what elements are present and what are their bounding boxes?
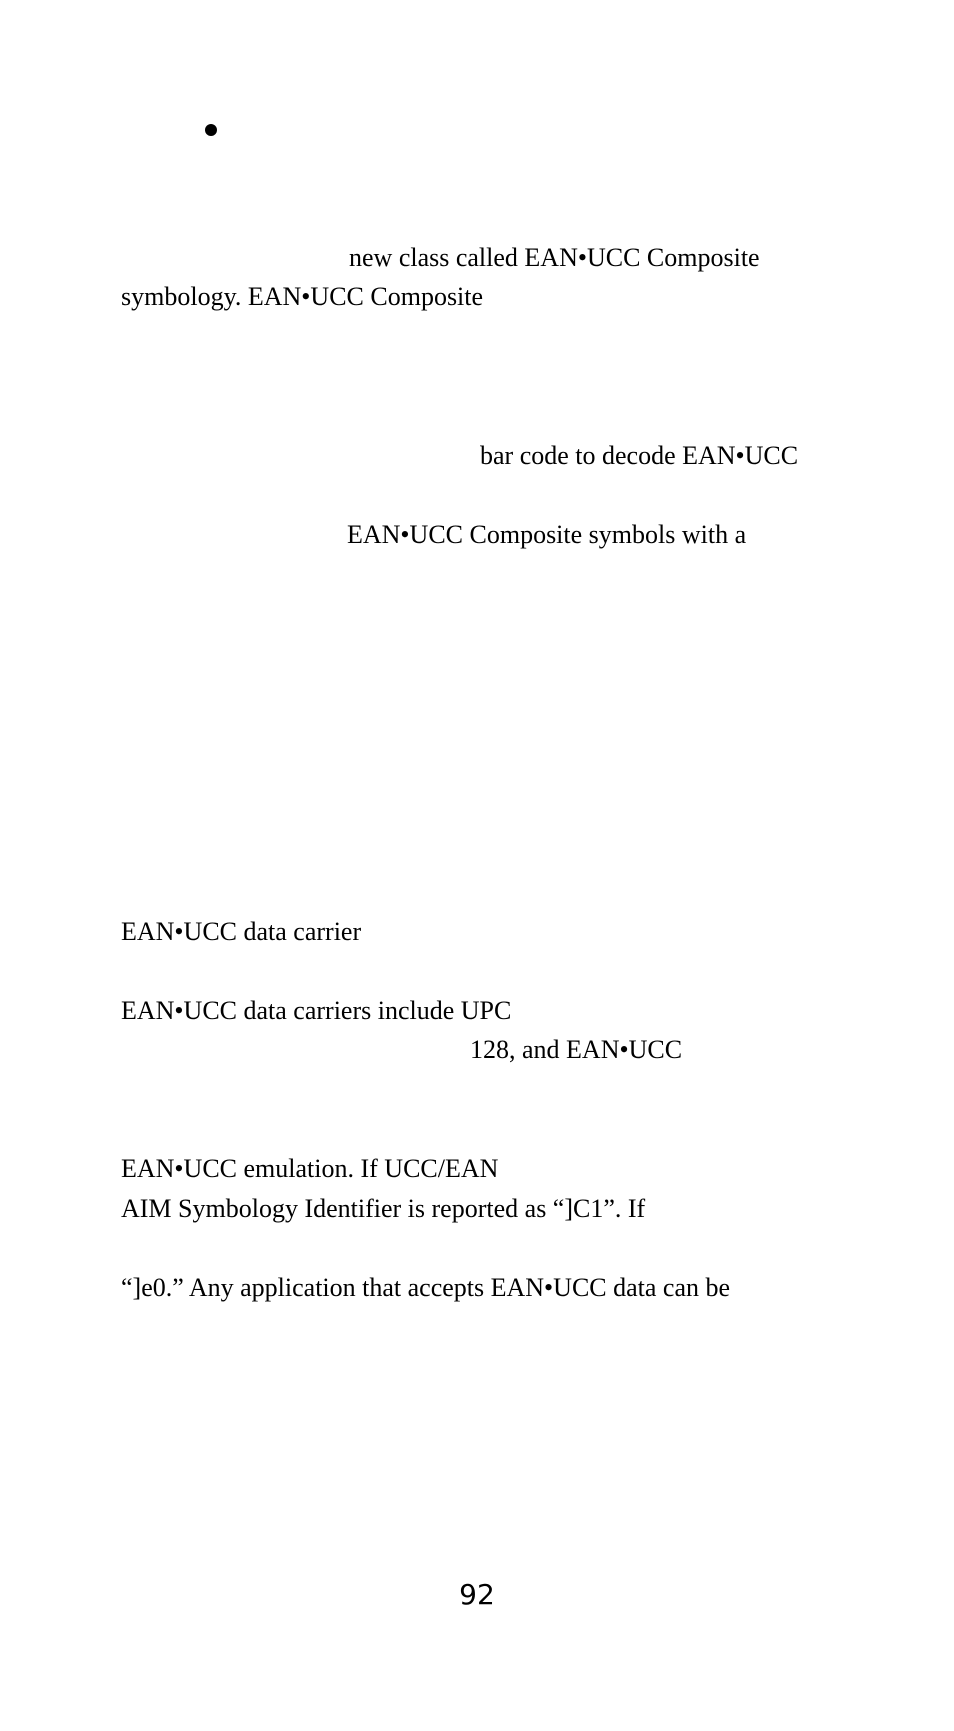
text-line: EAN•UCC data carriers include UPC — [121, 996, 512, 1025]
text-line: AIM Symbology Identifier is reported as “]C1”. If — [121, 1194, 646, 1223]
bullet-point — [205, 124, 217, 136]
text-line: “]e0.” Any application that accepts EAN•UCC data can be — [121, 1273, 731, 1302]
text-line: EAN•UCC data carrier — [121, 917, 362, 946]
text-line: EAN•UCC Composite symbols with a — [347, 520, 747, 549]
text-line: new class called EAN•UCC Composite — [349, 243, 760, 272]
text-line: 128, and EAN•UCC — [470, 1035, 683, 1064]
page-number: 92 — [459, 1578, 495, 1611]
text-line: EAN•UCC emulation. If UCC/EAN — [121, 1154, 499, 1183]
text-line: bar code to decode EAN•UCC — [480, 441, 799, 470]
text-line: symbology. EAN•UCC Composite — [121, 282, 484, 311]
